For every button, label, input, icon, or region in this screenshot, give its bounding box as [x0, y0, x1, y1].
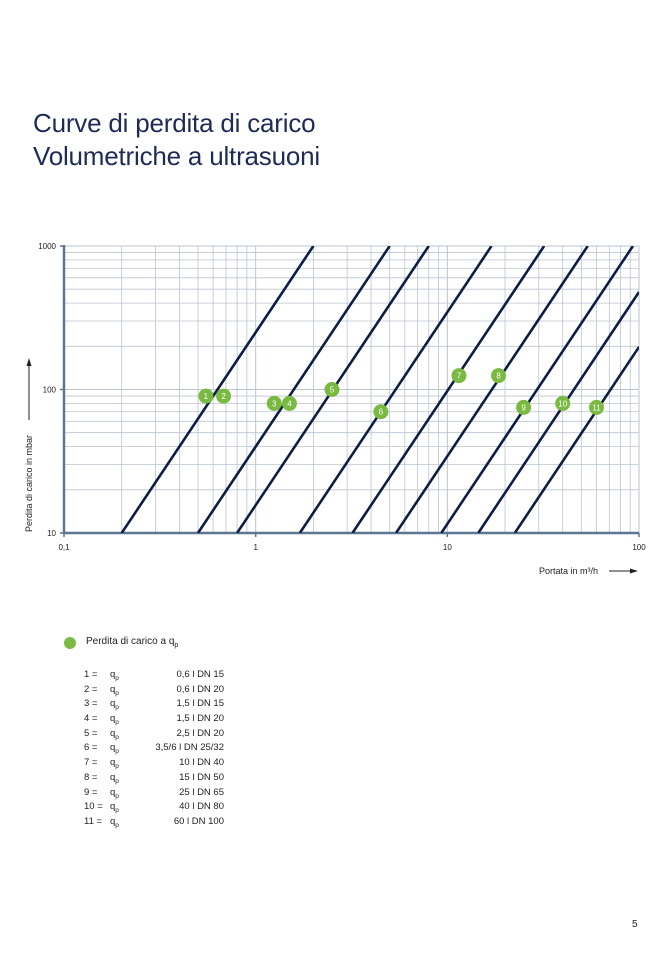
legend-row-value: 1,5 l DN 20	[176, 713, 224, 725]
y-axis-label: Perdita di carico in mbar	[24, 434, 34, 532]
legend-row-number: 6 =	[84, 742, 98, 754]
x-tick-label: 100	[632, 543, 646, 552]
marker-label: 1	[203, 392, 209, 402]
marker-label: 9	[521, 403, 526, 413]
marker	[555, 396, 570, 411]
legend-row	[84, 772, 224, 787]
x-axis-arrowhead	[630, 569, 638, 574]
marker	[324, 382, 339, 397]
legend-row-number: 7 =	[84, 757, 98, 769]
legend-row-value: 10 l DN 40	[179, 757, 224, 769]
marker-label: 7	[456, 371, 462, 381]
legend-marker-icon	[64, 637, 76, 649]
x-tick-label: 1	[253, 543, 258, 552]
marker-label: 6	[378, 407, 384, 417]
legend-list	[84, 669, 224, 831]
legend-row	[84, 669, 224, 684]
marker-label: 3	[272, 399, 277, 409]
legend-row	[84, 742, 224, 757]
marker	[491, 368, 506, 383]
marker	[267, 396, 282, 411]
marker	[216, 389, 231, 404]
legend-row	[84, 684, 224, 699]
marker-label: 2	[221, 392, 226, 402]
legend-row-qp: $q_p$	[110, 727, 119, 741]
legend-row-number: 5 =	[84, 727, 98, 739]
x-axis-label: Portata in m³/h	[539, 566, 599, 576]
legend-row	[84, 698, 224, 713]
legend-row-number: 1 =	[84, 669, 98, 680]
title-line-2: Volumetriche a ultrasuoni	[33, 141, 320, 171]
y-axis-arrowhead	[27, 358, 32, 366]
legend-row-value: 0,6 l DN 15	[176, 669, 224, 680]
legend-row	[84, 728, 224, 743]
marker-label: 5	[329, 385, 335, 395]
legend-row	[84, 801, 224, 816]
legend-row-qp: $q_p$	[110, 771, 119, 785]
series-line	[478, 292, 639, 533]
marker-label: 4	[287, 399, 292, 409]
legend-row-qp: $q_p$	[110, 815, 119, 829]
legend-row-qp: $q_p$	[110, 757, 119, 771]
legend-row-value: 60 l DN 100	[173, 815, 224, 827]
legend-row-qp: $q_p$	[110, 683, 119, 697]
legend-row-value: 0,6 l DN 20	[176, 683, 224, 695]
legend-row-qp: $q_p$	[110, 742, 119, 756]
x-tick-label: 0,1	[58, 543, 70, 552]
title-line-1: Curve di perdita di carico	[33, 108, 316, 138]
marker	[282, 396, 297, 411]
marker-label: 11	[592, 403, 601, 413]
marker-label: 10	[558, 399, 568, 409]
legend-row-number: 4 =	[84, 713, 98, 725]
x-tick-label: 10	[442, 543, 452, 552]
legend-row-value: 1,5 l DN 15	[176, 698, 224, 710]
legend-row	[84, 757, 224, 772]
marker	[451, 368, 466, 383]
marker	[198, 389, 213, 404]
legend-row-qp: $q_p$	[110, 669, 119, 682]
legend-row	[84, 713, 224, 728]
marker	[516, 400, 531, 415]
legend-row-number: 8 =	[84, 771, 98, 783]
legend-row-value: 40 l DN 80	[179, 801, 224, 813]
legend-row-number: 9 =	[84, 786, 98, 798]
legend-row-number: 10 =	[84, 801, 103, 813]
y-tick-label: 100	[42, 385, 56, 395]
y-tick-label: 10	[47, 529, 56, 538]
legend-row-value: 25 l DN 65	[179, 786, 224, 798]
legend-row-qp: $q_p$	[110, 698, 119, 712]
marker	[373, 404, 388, 419]
legend-row-qp: $q_p$	[110, 786, 119, 800]
legend-row-qp: $q_p$	[110, 713, 119, 726]
legend-heading-text: Perdita di carico a $q_p$	[86, 636, 179, 649]
legend-row-value: 3,5/6 l DN 25/32	[155, 742, 224, 754]
legend-row	[84, 816, 224, 831]
legend-heading	[64, 636, 178, 649]
legend-row-value: 2,5 l DN 20	[176, 727, 224, 739]
legend-row-number: 2 =	[84, 683, 98, 695]
legend-row-qp: $q_p$	[110, 801, 119, 815]
page-number: 5	[632, 919, 638, 930]
y-tick-label: 1000	[38, 242, 56, 251]
legend-row-value: 15 l DN 50	[179, 771, 224, 783]
marker	[589, 400, 604, 415]
chart-tick-labels	[38, 242, 646, 552]
marker-label: 8	[496, 371, 501, 381]
legend-row	[84, 787, 224, 802]
legend-row-number: 11 =	[84, 815, 103, 827]
legend-row-number: 3 =	[84, 698, 98, 710]
